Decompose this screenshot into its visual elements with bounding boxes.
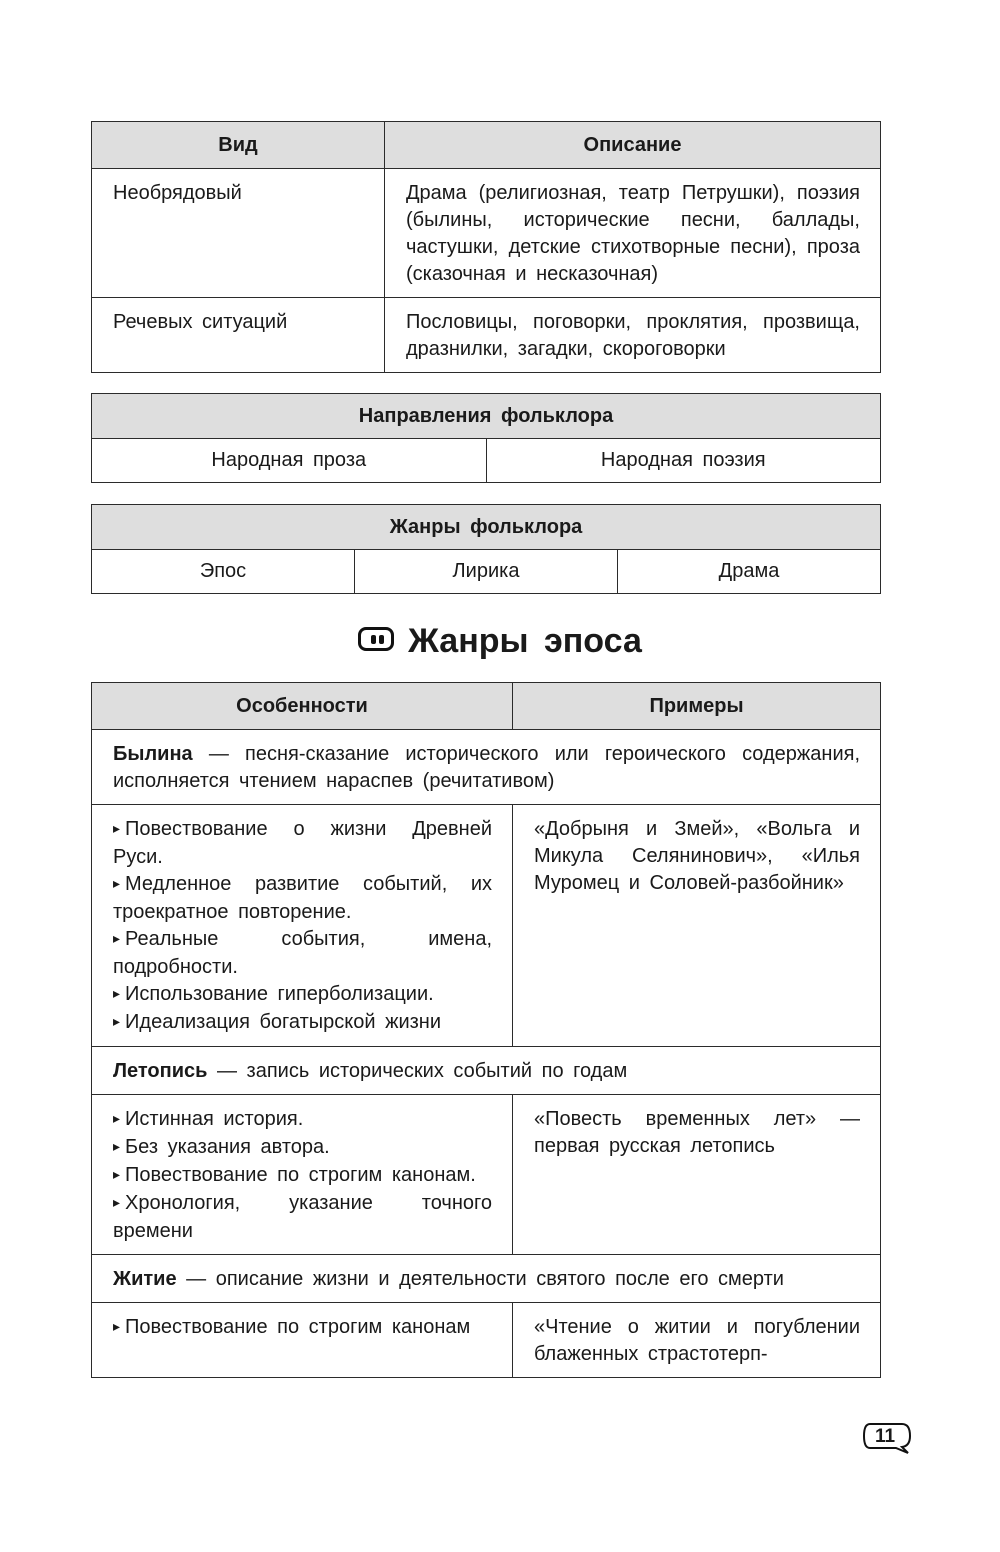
genre-name: Житие bbox=[113, 1268, 177, 1290]
genre-cell: Драма bbox=[618, 550, 881, 594]
kind-cell: Необрядовый bbox=[92, 169, 385, 298]
feature-item bbox=[113, 1106, 492, 1134]
folklore-directions-table bbox=[91, 393, 881, 483]
bullet-triangle-icon: ▸ bbox=[113, 1194, 121, 1210]
genre-definition: — песня-сказание исторического или героического содержания, исполняется чтением нараспев (речитативом) bbox=[113, 743, 860, 792]
table-row bbox=[92, 169, 881, 298]
column-header-examples: Примеры bbox=[513, 683, 881, 730]
feature-item bbox=[113, 1009, 492, 1037]
feature-text: Повествование о жизни Древней Руси. bbox=[113, 818, 492, 868]
bullet-triangle-icon: ▸ bbox=[113, 1318, 121, 1334]
feature-item bbox=[113, 1162, 492, 1190]
features-cell bbox=[92, 1303, 513, 1378]
table-row bbox=[92, 298, 881, 373]
genre-definition: — описание жизни и деятельности святого после его смерти bbox=[176, 1268, 784, 1290]
bullet-triangle-icon: ▸ bbox=[113, 1166, 121, 1182]
genre-definition-cell bbox=[92, 1255, 881, 1303]
examples-cell: «Добрыня и Змей», «Вольга и Микула Селянинович», «Илья Муромец и Соловей-разбойник» bbox=[513, 805, 881, 1047]
feature-text: Повествование по строгим канонам. bbox=[125, 1164, 476, 1186]
bullet-triangle-icon: ▸ bbox=[113, 1013, 121, 1029]
section-title-text: Жанры эпоса bbox=[408, 622, 642, 660]
features-cell bbox=[92, 805, 513, 1047]
feature-item bbox=[113, 1190, 492, 1245]
bullet-triangle-icon: ▸ bbox=[113, 820, 121, 836]
description-cell: Пословицы, поговорки, проклятия, прозвища, дразнилки, загадки, скороговорки bbox=[385, 298, 881, 373]
column-header-kind: Вид bbox=[92, 122, 385, 169]
genres-title: Жанры фольклора bbox=[92, 505, 881, 550]
bullet-triangle-icon: ▸ bbox=[113, 1110, 121, 1126]
feature-text: Повествование по строгим канонам bbox=[125, 1316, 471, 1338]
folklore-types-table bbox=[91, 121, 881, 373]
genre-definition: — запись исторических событий по годам bbox=[207, 1060, 628, 1082]
feature-text: Хронология, указание точного времени bbox=[113, 1192, 492, 1242]
speech-bubble-icon bbox=[358, 627, 394, 651]
bullet-triangle-icon: ▸ bbox=[113, 985, 121, 1001]
genre-definition-row bbox=[92, 730, 881, 805]
column-header-description: Описание bbox=[385, 122, 881, 169]
feature-text: Идеализация богатырской жизни bbox=[125, 1011, 442, 1033]
genre-definition-row bbox=[92, 1255, 881, 1303]
page-number: 11 bbox=[874, 1426, 896, 1447]
page-number-badge bbox=[862, 1422, 912, 1452]
genre-name: Летопись bbox=[113, 1060, 208, 1082]
epic-genres-table bbox=[91, 682, 881, 1378]
feature-text: Использование гиперболизации. bbox=[125, 983, 434, 1005]
feature-item bbox=[113, 1314, 492, 1342]
genre-details-row bbox=[92, 1095, 881, 1255]
direction-cell: Народная проза bbox=[92, 439, 487, 483]
bullet-triangle-icon: ▸ bbox=[113, 930, 121, 946]
genre-details-row bbox=[92, 1303, 881, 1378]
bullet-triangle-icon: ▸ bbox=[113, 1138, 121, 1154]
kind-cell: Речевых ситуаций bbox=[92, 298, 385, 373]
genre-definition-cell bbox=[92, 1047, 881, 1095]
description-cell: Драма (религиозная, театр Петрушки), поэзия (былины, исторические песни, баллады, частушки, детские стихотворные песни), проза (сказочная и несказочная) bbox=[385, 169, 881, 298]
examples-cell: «Чтение о житии и погублении блаженных страстотерп- bbox=[513, 1303, 881, 1378]
genre-definition-cell bbox=[92, 730, 881, 805]
features-cell bbox=[92, 1095, 513, 1255]
genre-name: Былина bbox=[113, 743, 193, 765]
feature-text: Истинная история. bbox=[125, 1108, 304, 1130]
feature-item bbox=[113, 816, 492, 871]
genre-details-row bbox=[92, 805, 881, 1047]
folklore-genres-table bbox=[91, 504, 881, 594]
directions-title: Направления фольклора bbox=[92, 394, 881, 439]
direction-cell: Народная поэзия bbox=[486, 439, 881, 483]
feature-item bbox=[113, 981, 492, 1009]
section-heading bbox=[0, 622, 1000, 661]
genre-definition-row bbox=[92, 1047, 881, 1095]
feature-item bbox=[113, 926, 492, 981]
feature-item bbox=[113, 871, 492, 926]
genre-cell: Лирика bbox=[355, 550, 618, 594]
column-header-features: Особенности bbox=[92, 683, 513, 730]
feature-text: Реальные события, имена, подробности. bbox=[113, 928, 492, 978]
examples-cell: «Повесть временных лет» — первая русская летопись bbox=[513, 1095, 881, 1255]
bullet-triangle-icon: ▸ bbox=[113, 875, 121, 891]
genre-cell: Эпос bbox=[92, 550, 355, 594]
feature-text: Без указания автора. bbox=[125, 1136, 330, 1158]
feature-item bbox=[113, 1134, 492, 1162]
feature-text: Медленное развитие событий, их троекратное повторение. bbox=[113, 873, 492, 923]
